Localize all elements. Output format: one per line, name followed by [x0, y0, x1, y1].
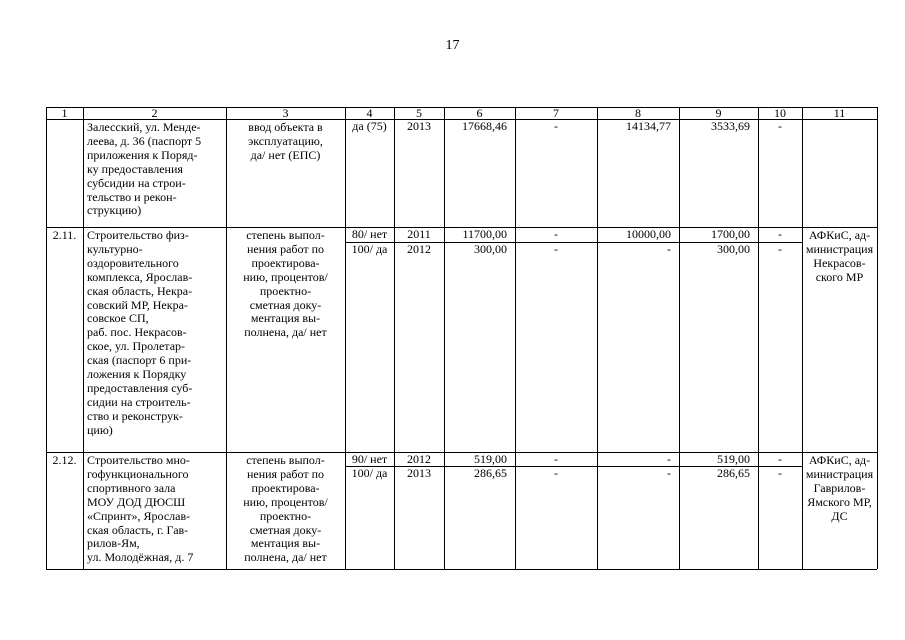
indicator-line: полнена, да/ нет: [244, 325, 327, 340]
object-name-line: раб. пос. Некрасов-: [87, 325, 187, 340]
cell-c9: 300,00: [717, 242, 750, 256]
object-name-line: предоставления суб-: [87, 380, 193, 395]
indicator-line: ментация вы-: [250, 536, 321, 551]
cell-c10: -: [778, 227, 782, 241]
header-cell: 9: [715, 106, 722, 120]
header-cell: 1: [61, 106, 68, 120]
table-column-rule: [679, 107, 680, 569]
object-name-line: субсидии на строи-: [87, 175, 186, 190]
object-name-line: комплекса, Ярослав-: [87, 269, 193, 284]
object-name: [87, 121, 224, 218]
table-column-rule: [758, 107, 759, 569]
object-name-line: спортивного зала: [87, 480, 176, 495]
row-number: 2.11.: [52, 228, 77, 242]
object-name-line: леева, д. 36 (паспорт 5: [87, 133, 202, 148]
executor-line: Ямского МР,: [807, 494, 872, 509]
indicator-line: проектирова-: [251, 480, 320, 495]
object-name-line: ство и реконструк-: [87, 408, 183, 423]
object-name-line: приложения к Поряд-: [87, 147, 198, 162]
indicator: [226, 229, 345, 340]
object-name-line: Строительство физ-: [87, 228, 189, 242]
indicator-line: нию, процентов/: [243, 494, 328, 509]
executor-line: АФКиС, ад-: [808, 453, 871, 467]
object-name-line: Строительство мно-: [87, 453, 190, 467]
cell-c7: -: [554, 452, 558, 466]
object-name-line: сидии на строитель-: [87, 394, 191, 409]
object-name-line: культурно-: [87, 241, 143, 256]
table-column-rule: [877, 107, 878, 569]
cell-value: 80/ нет: [351, 227, 388, 241]
object-name-line: цию): [87, 422, 113, 437]
cell-value: да (75): [352, 119, 387, 133]
header-cell: 7: [553, 106, 559, 120]
executor-line: Некрасов-: [813, 255, 866, 270]
cell-year: 2012: [407, 242, 431, 256]
object-name-line: ку предоставления: [87, 161, 183, 176]
indicator-line: ментация вы-: [250, 311, 321, 326]
object-name-line: ложения к Порядку: [87, 367, 187, 382]
indicator-line: нения работ по: [246, 466, 325, 481]
object-name-line: совское СП,: [87, 311, 149, 326]
cell-value: 100/ да: [351, 242, 388, 256]
header-cell: 8: [635, 106, 641, 120]
indicator-line: проектирова-: [251, 255, 320, 270]
object-name-line: рилов-Ям,: [87, 536, 140, 551]
object-name-line: ская (паспорт 6 при-: [87, 353, 192, 368]
object-name: [87, 454, 224, 565]
object-name-line: ская область, г. Гав-: [87, 522, 189, 537]
header-cell: 10: [774, 106, 786, 120]
object-name: [87, 229, 224, 438]
indicator-line: ввод объекта в: [248, 120, 323, 134]
cell-c10: -: [778, 242, 782, 256]
object-name-line: гофункционального: [87, 466, 189, 481]
cell-total: 17668,46: [462, 119, 507, 133]
page-number: 17: [445, 38, 460, 53]
header-cell: 11: [833, 106, 846, 120]
table-column-rule: [444, 107, 445, 569]
object-name-line: ул. Молодёжная, д. 7: [87, 550, 194, 565]
object-name-line: Залесский, ул. Менде-: [87, 120, 201, 134]
object-name-line: «Спринт», Ярослав-: [87, 508, 191, 523]
object-name-line: оздоровительного: [87, 255, 179, 270]
object-name-line: ское, ул. Пролетар-: [87, 339, 186, 354]
table-column-rule: [83, 107, 84, 569]
cell-c8: -: [667, 242, 671, 256]
object-name-line: ская область, Некра-: [87, 283, 193, 298]
header-cell: 4: [366, 106, 373, 120]
cell-year: 2013: [407, 466, 431, 480]
table-column-rule: [597, 107, 598, 569]
cell-c7: -: [554, 119, 558, 133]
indicator-line: да/ нет (ЕПС): [250, 147, 321, 162]
cell-c10: -: [778, 466, 782, 480]
cell-year: 2011: [407, 227, 431, 241]
cell-year: 2012: [407, 452, 431, 466]
cell-c7: -: [554, 242, 558, 256]
table-column-rule: [515, 107, 516, 569]
cell-c7: -: [554, 466, 558, 480]
table-column-rule: [345, 107, 346, 569]
cell-total: 11700,00: [462, 227, 507, 241]
executor-line: Гаврилов-: [813, 480, 866, 495]
header-cell: 6: [476, 106, 483, 120]
cell-c8: -: [667, 466, 671, 480]
cell-c8: 10000,00: [626, 227, 671, 241]
cell-c8: -: [667, 452, 671, 466]
indicator-line: эксплуатацию,: [248, 133, 323, 148]
indicator-line: проектно-: [259, 508, 312, 523]
executor: [802, 454, 877, 524]
executor-line: ДС: [831, 508, 848, 523]
indicator-line: проектно-: [259, 283, 312, 298]
indicator-line: сметная доку-: [249, 522, 322, 537]
executor-line: ского МР: [815, 269, 864, 284]
indicator-line: полнена, да/ нет: [244, 550, 327, 565]
cell-c9: 3533,69: [711, 119, 750, 133]
cell-c9: 519,00: [717, 452, 750, 466]
indicator-line: нию, процентов/: [243, 269, 328, 284]
cell-c9: 286,65: [717, 466, 750, 480]
cell-total: 519,00: [474, 452, 507, 466]
cell-c10: -: [778, 119, 782, 133]
table-rule: [46, 569, 877, 570]
indicator-line: сметная доку-: [249, 297, 322, 312]
cell-c8: 14134,77: [626, 119, 671, 133]
table-column-rule: [394, 107, 395, 569]
indicator-line: нения работ по: [246, 241, 325, 256]
indicator-line: степень выпол-: [246, 228, 325, 242]
executor-line: министрация: [805, 466, 874, 481]
object-name-line: струкцию): [87, 203, 142, 218]
cell-total: 286,65: [474, 466, 507, 480]
indicator: [226, 121, 345, 163]
object-name-line: МОУ ДОД ДЮСШ: [87, 494, 186, 509]
cell-c9: 1700,00: [711, 227, 750, 241]
cell-value: 100/ да: [351, 466, 388, 480]
header-cell: 5: [416, 106, 422, 120]
executor: [802, 229, 877, 285]
cell-c10: -: [778, 452, 782, 466]
executor-line: министрация: [805, 241, 874, 256]
object-name-line: совский МР, Некра-: [87, 297, 188, 312]
indicator-line: степень выпол-: [246, 453, 325, 467]
header-cell: 3: [282, 106, 289, 120]
cell-value: 90/ нет: [351, 452, 388, 466]
cell-total: 300,00: [474, 242, 507, 256]
cell-year: 2013: [407, 119, 431, 133]
cell-c7: -: [554, 227, 558, 241]
indicator: [226, 454, 345, 565]
table-column-rule: [46, 107, 47, 569]
executor-line: АФКиС, ад-: [808, 228, 871, 242]
main-table: [46, 107, 877, 569]
header-cell: 2: [151, 106, 158, 120]
object-name-line: тельство и рекон-: [87, 189, 177, 204]
row-number: 2.12.: [52, 453, 77, 467]
